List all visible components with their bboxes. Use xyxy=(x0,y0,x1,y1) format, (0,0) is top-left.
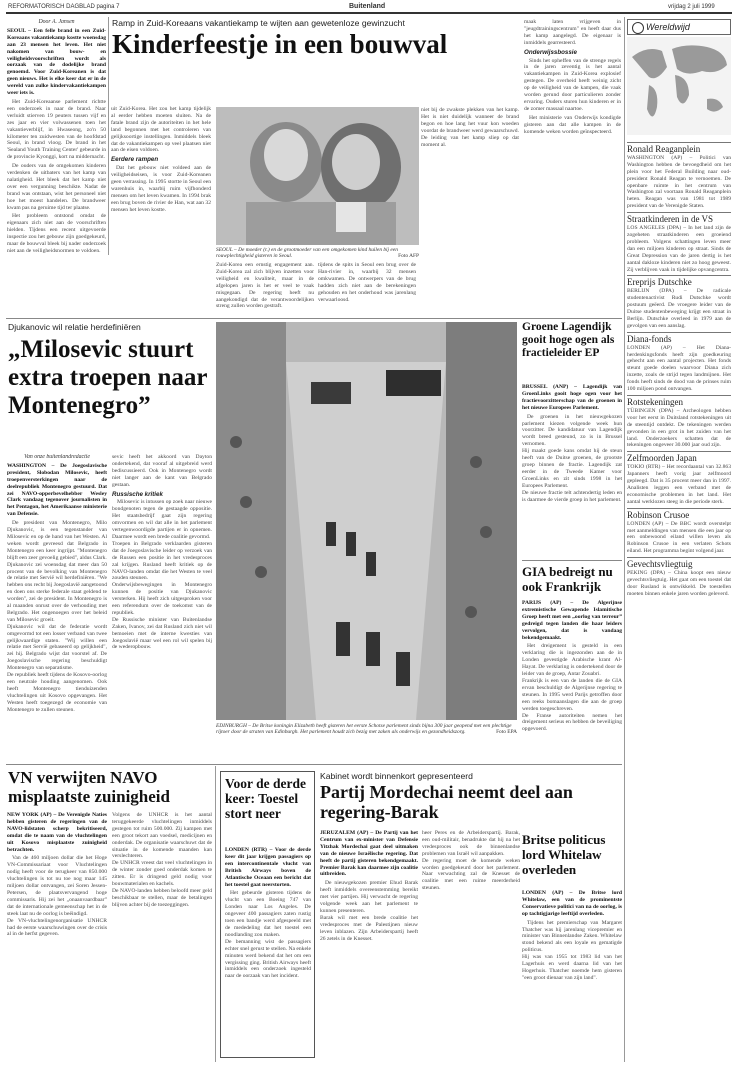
whitelaw-body: Tijdens het premierschap van Margaret Thatcher was hij jarenlang vicepremier en minister van Binnenlandse Zaken. Whitelaw stond bekend als een loyale en gematigde politicus. Hij was van 1955 tot 1983 lid van het Lagerhuis en werd daarna lid van het Hogerhuis. Thatcher noemde hem gisteren "een groot dienaar van zijn land". xyxy=(522,919,622,981)
toestel-body: Het gebeurde gisteren tijdens de vlucht van een Boeing 747 van Londen naar Los Angeles. De ongeveer 400 passagiers zaten rustig toen een bandje werd afgespeeld met de mededeling dat het toestel een noodlanding zou maken. De bemanning wist de passagiers echter snel gerust te stellen. Na enkele minuten werd bekend dat het om een vergissing ging. British Airways heeft inmiddels een onderzoek ingesteld naar de oorzaak van het incident. xyxy=(225,890,311,980)
korea-lead: SEOUL – Een felle brand in een Zuid-Koreaans vakantiekamp kostte woensdag aan 23 mensen het leven. Het niet nakomen van bouw- en veiligheidsvoorschriften wordt als oorzaak van de dodelijke brand genoemd. Voor Zuid-Koreanen is dat geen nieuws. Het is elke keer dat er in de wereld van zulke kindervakantiekampen weer iets is. xyxy=(7,27,106,97)
header-rule xyxy=(6,12,732,14)
toestel-lead: LONDEN (RTR) – Voor de derde keer dit jaar krijgen passagiers op een intercontinentale vlucht van British Airways boven de Atlantische Oceaan een bericht dat het toestel gaat neerstorten. xyxy=(225,847,311,888)
sidebar-item-title: Ereprijs Dutschke xyxy=(627,275,731,286)
toestel-box xyxy=(220,771,315,1058)
lagendijk-lead: BRUSSEL (ANP) – Lagendijk van GroenLinks gooit hoge ogen voor het fractievoorzitterschap van de groenen in het nieuwe Europees Parlement. xyxy=(522,384,622,411)
montenegro-column-1 xyxy=(7,454,107,759)
montenegro-column-2 xyxy=(112,454,212,759)
world-map-image xyxy=(627,37,731,135)
sidebar-item-title: Straatkinderen in de VS xyxy=(627,212,731,223)
sidebar-item-title: Zelfmoorden Japan xyxy=(627,451,731,462)
israel-headline: Partij Mordechai neemt deel aan regering-Barak xyxy=(320,782,573,822)
gia-headline: GIA bedreigt nu ook Frankrijk xyxy=(522,564,613,594)
korea-column-2 xyxy=(111,106,211,254)
korea-subhead-1: Eerdere rampen xyxy=(111,156,159,164)
montenegro-headline: „Milosevic stuurt extra troepen naar Montenegro” xyxy=(8,336,208,419)
korea-col5-text: niet bij de zwakste plekken van het kamp. Het is niet duidelijk wanneer de brand begon en hoe lang het vuur kon woeden voordat de brandweer werd gewaarschuwd. De leiding van het kamp sliep op dat moment al. xyxy=(421,107,519,148)
mourning-women-image xyxy=(216,107,419,245)
procession-image xyxy=(216,322,517,720)
korea-caption-credit: Foto AFP xyxy=(398,253,419,260)
montenegro-subhead: Russische kritiek xyxy=(112,490,163,498)
korea-caption-text: SEOUL – De moeder (r.) en de grootmoeder van een omgekomen kind huilen bij een rouwplechtigheid gisteren in Seoul. xyxy=(216,247,398,260)
montenegro-col2-a: sevic heeft het akkoord van Dayton ondertekend, dat vooraf al uitgebreid werd bediscussieerd. Ook in Montenegro wordt niet langer aan de kant van Belgrado gestaan. xyxy=(112,454,212,488)
edinburgh-photo xyxy=(216,322,517,720)
korea-headline: Kinderfeestje in een bouwval xyxy=(112,29,448,59)
sidebar-item-text: TOKIO (RTR) – Het recordaantal van 32.863 Japanners heeft vorig jaar zelfmoord gepleegd. Dat is 35 procent meer dan in 1997. Analisten leggen een verband met de economische problemen in het land. Het aantal werklozen steeg in die periode sterk. xyxy=(627,464,731,505)
korea-subhead-2: Onderwijssbossie xyxy=(524,48,577,56)
sidebar-news xyxy=(627,140,731,1060)
edinburgh-caption-credit: Foto EPA xyxy=(496,729,517,736)
korea-column-3 xyxy=(216,262,314,314)
kosovo-column-1 xyxy=(7,812,107,1062)
korea-column-5 xyxy=(421,107,519,314)
israel-lead: JERUZALEM (AP) – De Partij van het Centrum van ex-minister van Defensie Yitzhak Mordechai gaat deel uitmaken van de nieuwe Israëlische regering. Dat heeft de partij gisteren bekendgemaakt. Premier Barak kan daarmee zijn coalitie uitbreiden. xyxy=(320,830,418,878)
kosovo-lead: NEW YORK (AP) – De Verenigde Naties hebben gisteren de regeringen van de NAVO-lidstaten scherp bekritiseerd, omdat die te naam van de vluchtelingen uit Kosovo misplaatste zuinigheid betrachten. xyxy=(7,812,107,853)
korea-body-3: Het probleem ontstond omdat de eigenaars zich niet aan de voorschriften hielden. Tijdens een recent uitgevoerde inspectie zou het gebouw zijn goedgekeurd, maar de bouwval bleek bij nader onderzoek niet aan de veiligheidsnormen te voldoen. xyxy=(7,213,106,254)
sidebar-item-text: TÜBINGEN (DPA) – Archeologen hebben voor het eerst in Duitsland rotstekeningen uit de steentijd ontdekt. De tekeningen werden gevonden in een grot in het zuiden van het land. Onderzoekers schatten dat de tekeningen ongeveer 30.000 jaar oud zijn. xyxy=(627,407,731,449)
gia-body: Het dreigement is gesteld in een verklaring die is ingezonden aan de in Londen gevestigde Arabische krant Al-Hayat. De verklaring is ondertekend door de leider van de groep, Antar Zouabri. Frankrijk is een van de landen die de GIA ervan beschuldigt de Algerijnse regering te steunen. In 1995 werd Parijs getroffen door een reeks bomaanslagen die aan de groep werden toegeschreven. De Franse autoriteiten nemen het dreigement serieus en hebben de beveiliging opgevoerd. xyxy=(522,643,622,733)
sidebar-item-title: Ronald Reaganplein xyxy=(627,142,731,153)
sidebar-item-text: LOS ANGELES (DPA) – In het land zijn de zogeheten straatkinderen een groeiend probleem. Volgens schattingen leven meer dan een miljoen kinderen op straat. Sinds de Great Depression van de jaren dertig is het aantal dakloze kinderen niet zo hoog geweest. Zij verblijven vaak in tijdelijke opvangcentra. xyxy=(627,225,731,273)
sidebar-item-text: WASHINGTON (AP) – Politici van Washington hebben de bevoegdheid om het plein voor het Federal Building naar oud-president Ronald Reagan te vernoemen. De openbare ruimte in het centrum van Washington zal voortaan Ronald Reaganplein heten. Reagan was van 1981 tot 1989 president van de Verenigde Staten. xyxy=(627,154,731,210)
kosovo-headline: VN verwijten NAVO misplaatste zuinigheid xyxy=(8,768,170,806)
edinburgh-caption-text: EDINBURGH – De Britse koningin Elizabeth heeft gisteren het eerste Schotse parlement sinds bijna 300 jaar geopend met een plechtige rijtoer door de straten van Edinburgh. Het parlement houdt zich bezig met zaken als onderwijs en gezondheidszorg. xyxy=(216,723,512,736)
korea-col6-body: Sinds het opheffen van de strenge regels in de jaren zeventig is het aantal vakantiekampen in Zuid-Korea explosief gestegen. De overheid heeft weinig zicht op de veiligheid van de kampen, die vaak worden gerund door particulieren zonder ervaring. Ouders sturen hun kinderen er in de zomer massaal naartoe. xyxy=(524,57,621,112)
toestel-headline: Voor de derde keer: Toestel stort neer xyxy=(225,776,306,821)
edinburgh-caption xyxy=(216,723,517,736)
kosovo-column-2 xyxy=(112,812,212,1062)
lagendijk-body: De groenen in het nieuwgekozen parlement kiezen volgende week hun voorzitter. De kandidatuur van Lagendijk wordt breed gesteund, zo is in Brussel vernomen. Hij maakt goede kans omdat hij de steun heeft van de Duitse groenen, de grootste groep binnen de fractie. Lagendijk zat eerder in de Tweede Kamer voor GroenLinks en zit sinds 1998 in het Europees Parlement. De nieuwe fractie telt achtendertig leden en is daarmee de vierde groep in het parlement. xyxy=(522,413,622,503)
kosovo-body: Van de 460 miljoen dollar die het Hoge VN-Commissariaat voor Vluchtelingen nodig heeft voor de terugkeer van 850.000 vluchtelingen is tot nu toe nog maar 145 miljoen dollar ontvangen, zei Soren Jessen-Petersen, de plaatsvervangend hoge commissaris. Hij zei het „onaanvaardbaar” dat de internationale gemeenschap het in de steek laat nu de oorlog is beëindigd. De VN-vluchtelingenorganisatie UNHCR had de eerste waarschuwingen over de crisis al in de herfst gegeven. xyxy=(7,855,107,938)
korea-photo xyxy=(216,107,419,245)
sidebar-item-title: Rotstekeningen xyxy=(627,395,731,406)
montenegro-kicker: Djukanovic wil relatie herdefiniëren xyxy=(8,322,141,332)
montenegro-byline: Van onze buitenlandredactie xyxy=(24,454,90,460)
korea-column-4 xyxy=(318,262,416,314)
sidebar-item-text: LONDEN (AP) – De BBC wordt overstelpt met aanmeldingen van mensen die een jaar op een onbewoond eiland willen leven als Robinson Crusoe in een verlaten Schots eiland. Het programma begint volgend jaar. xyxy=(627,520,731,555)
header-left: REFORMATORISCH DAGBLAD pagina 7 xyxy=(8,4,120,10)
gia-column xyxy=(522,600,622,760)
korea-column-6 xyxy=(524,19,621,314)
header-date: vrijdag 2 juli 1999 xyxy=(668,4,715,10)
wereldwijd-title-bar xyxy=(627,19,731,35)
korea-body-4: uit Zuid-Korea. Het zou het kamp tijdelijk al eerder hebben moeten sluiten. Na de fatale brand zijn de autoriteiten in het hele land begonnen met het controleren van gelijksoortige instellingen. Inmiddels bleek dat de vakantiekampen op veel plaatsen niet aan de eisen voldoen. xyxy=(111,106,211,154)
korea-body-1: Het Zuid-Koreaanse parlement richtte een onderzoek in naar de brand. Naar verluidt stierven 19 peuters tussen vijf en zes jaar en vier volwassenen toen het vakantieverblijf, in Hwaseong, zo'n 50 kilometer ten zuidwesten van de hoofdstad Seoul, in brand vloog. De brand in het 'Sealand Youth Training Center' gebeurde in de provincie Kyonggi, kort na middernacht. xyxy=(7,98,106,161)
korea-mid-1: Zuid-Korea een ernstig engagement aan. Zuid-Korea zal zich blijven inzetten voor veiligheid en kwaliteit, maar in de afgelopen jaren is het er veel te vaak misgegaan. De regering heeft nu aangekondigd dat de verantwoordelijken streng zullen worden gestraft. xyxy=(216,262,314,310)
sidebar-item-title: Diana-fonds xyxy=(627,332,731,343)
sidebar-item-text: PEKING (DPA) – China koopt een nieuw gevechtsvliegtuig. Het gaat om een toestel dat door Rusland is ontwikkeld. De toestellen moeten binnen enkele jaren worden geleverd. xyxy=(627,570,731,597)
korea-byline: Door A. Jansen xyxy=(38,19,75,25)
korea-kicker: Ramp in Zuid-Koreaans vakantiekamp te wijten aan gewetenloze gewinzucht xyxy=(112,18,405,28)
korea-body-5: Dat het gebouw niet voldeed aan de veiligheidseisen, is voor Zuid-Koreanen geen verrassing. In 1995 stortte in Seoul een warenhuis in, waarbij ruim vijfhonderd mensen om het leven kwamen. In 1994 brak een brug boven de rivier de Han, wat aan 32 mensen het leven kostte. xyxy=(111,165,211,213)
sidebar-item-title: Robinson Crusoe xyxy=(627,508,731,519)
korea-col6-text: maak laten vrijgeven in "jeugdtrainingscentrum" en heeft daar dus het kamp aangelegd. De eigenaar is inmiddels gearresteerd. xyxy=(524,19,621,46)
montenegro-body: De president van Montenegro, Milo Djukanovic, is een tegenstander van Milosevic en op de hand van het Westen. Al weken wordt gevreesd dat Belgrado in Montenegro een keer ingrijpt. "Montenegro blijft een zeer gevoelig gebied", aldus Clark. Djukanovic zei woensdag dat meer dan 50 procent van de bevolking van Montenegro de relatie met Servië wil herdefiniëren. "We hebben ons recht bij Joegoslavië aangetoond en doen ons sterke federale staat geldend te worden", zei de president. In Montenegro is al maanden onrust over de verhouding met Belgrado. Het ongenoegen over het beleid van Milosevic groeit. Djukanovic wil dat de federatie wordt omgevormd tot een losser verband van twee gelijkwaardige staten. "Wij willen een relatie met Servië gebaseerd op gelijkheid", zei hij. Belgrado wijst dat voorstel af. De Joegoslavische regering beschuldigt Montenegro van separatisme. De republiek heeft tijdens de Kosovo-oorlog een neutrale houding aangenomen. Ook heeft Montenegro tienduizenden vluchtelingen uit Kosovo opgevangen. Het Westen heeft toegezegd de economie van Montenegro te zullen steunen. xyxy=(7,520,107,713)
toestel-column xyxy=(225,847,311,1053)
section-title: Buitenland xyxy=(349,3,386,10)
whitelaw-column xyxy=(522,890,622,1060)
korea-mid-2: tijdens de spits in Seoul een brug over de Han-rivier in, waarbij 32 mensen omkwamen. De ontwerpers van de brug hadden zich niet aan de berekeningen gehouden en het onderhoud was jarenlang verwaarloosd. xyxy=(318,262,416,303)
korea-body-2: De ouders van de omgekomen kinderen verdenken de uitbaters van het kamp van nalatigheid. Het bleek dat het kamp niet over een vergunning beschikte. Nadat de brand was ontstaan, wist het personeel niet hoe het moest handelen. De brandweer kwam pas na geruime tijd ter plaatse. xyxy=(7,163,106,211)
montenegro-col2-b: Milosevic is intussen op zoek naar nieuwe bondgenoten tegen de gestaagde oppositie. Het staatsbedrijf gaat zijn regering omvormen en wil dat alle in het parlement vertegenwoordigde partijen er in opnemen. Daarmee wordt een brede coalitie gevormd. Troepen in Belgrado verklaarden gisteren dat de Joegoslavische leider op verzoek van de Russen een positie in het vredesproces zal krijgen. Rusland heeft kritiek op de NAVO-landen omdat die het Westen te veel zouden steunen. Onderwijsbewegingen in Montenegro kunnen de positie van Djukanovic versterken. Hij heeft zich uitgesproken voor een referendum over de toekomst van de republiek. De Russische minister van Buitenlandse Zaken, Ivanov, zei dat Rusland zich niet wil bemoeien met de interne kwesties van Joegoslavië maar wel een rol wil spelen bij de wederopbouw. xyxy=(112,499,212,651)
sidebar-item-text: LONDEN (AP) – Het Diana-herdenkingsfonds heeft zijn goedkeuring gehecht aan een aantal projecten. Het fonds steunt goede doelen waarvoor Diana zich inzette, zoals de strijd tegen landmijnen. Het fonds heeft sinds de dood van de prinses ruim 100 miljoen pond ontvangen. xyxy=(627,344,731,393)
israel-col2: heer Peres en de Arbeiderspartij. Barak, een oud-militair, benadrukte dat hij na het vredesproces ook de binnenlandse problemen van Israël wil aanpakken. De regering moet de komende weken worden goedgekeurd door het parlement. Naar verwachting zal de Knesset de coalitie met een ruime meerderheid steunen. xyxy=(422,830,520,892)
sidebar-item-text: BERLIJN (DPA) – De radicale studentenactivist Rudi Dutschke wordt postuum geëerd. De vroegere leider van de Duitse studentenbeweging krijgt een straat in Berlijn. Dutschke overleed in 1979 aan de gevolgen van een aanslag. xyxy=(627,288,731,329)
wereldwijd-title: Wereldwijd xyxy=(646,22,690,32)
montenegro-lead: WASHINGTON – De Joegoslavische president, Slobodan Milosevic, heeft troepenversterkingen naar de deelrepubliek Montenegro gestuurd. Dat zei NAVO-opperbevelhebber Wesley Clark vandaag tegenover journalisten in het Pentagon, het Amerikaanse ministerie van Defensie. xyxy=(7,462,107,518)
globe-icon xyxy=(632,22,644,34)
wereldwijd-box xyxy=(627,19,731,136)
whitelaw-lead: LONDEN (AP) – De Britse lord Whitelaw, een van de prominentste Conservatieve politici van na de oorlog, is op tachtigjarige leeftijd overleden. xyxy=(522,890,622,917)
israel-kicker: Kabinet wordt binnenkort gepresenteerd xyxy=(320,771,473,781)
korea-col6-end: Het ministerie van Onderwijs kondigde gisteren aan dat alle kampen in de komende weken worden geïnspecteerd. xyxy=(524,114,621,135)
whitelaw-headline: Britse politicus lord Whitelaw overleden xyxy=(522,832,606,877)
korea-photo-caption xyxy=(216,247,419,260)
gia-lead: PARIJS (AP) – De Algerijnse extremistische Gewapende Islamitische Groep heeft met een „oorlog van terreur” gedreigd tegen landen die haar leiders vervolgen, dat is vandaag bekendgemaakt. xyxy=(522,600,622,641)
korea-left-column xyxy=(7,19,106,255)
sidebar-item-title: Gevechtsvliegtuig xyxy=(627,557,731,568)
israel-column-2 xyxy=(422,830,520,1060)
israel-column-1 xyxy=(320,830,418,1060)
kosovo-col2: Volgens de UNHCR is het aantal teruggekeerde vluchtelingen inmiddels gestegen tot ruim 500.000. Zij kampen met een groot tekort aan voedsel, medicijnen en onderdak. De organisatie waarschuwt dat de situatie in de komende maanden kan verslechteren. De UNHCR vreest dat veel vluchtelingen in de winter zonder goed onderdak komen te zitten. Er is dringend geld nodig voor bouwmaterialen en kachels. De NAVO-landen hebben beloofd meer geld beschikbaar te stellen, maar de betalingen blijven achter bij de toezeggingen. xyxy=(112,812,212,908)
lagendijk-column xyxy=(522,384,622,558)
lagendijk-headline: Groene Lagendijk gooit hoge ogen als fractieleider EP xyxy=(522,321,615,359)
israel-body: De nieuwgekozen premier Ehud Barak heeft inmiddels overeenstemming bereikt met vier partijen. Hij verwacht de regering volgende week aan het parlement te kunnen presenteren. Barak wil met een brede coalitie het vredesproces met de Palestijnen nieuw leven inblazen. Zijn Arbeiderspartij heeft 26 zetels in de Knesset. xyxy=(320,880,418,942)
